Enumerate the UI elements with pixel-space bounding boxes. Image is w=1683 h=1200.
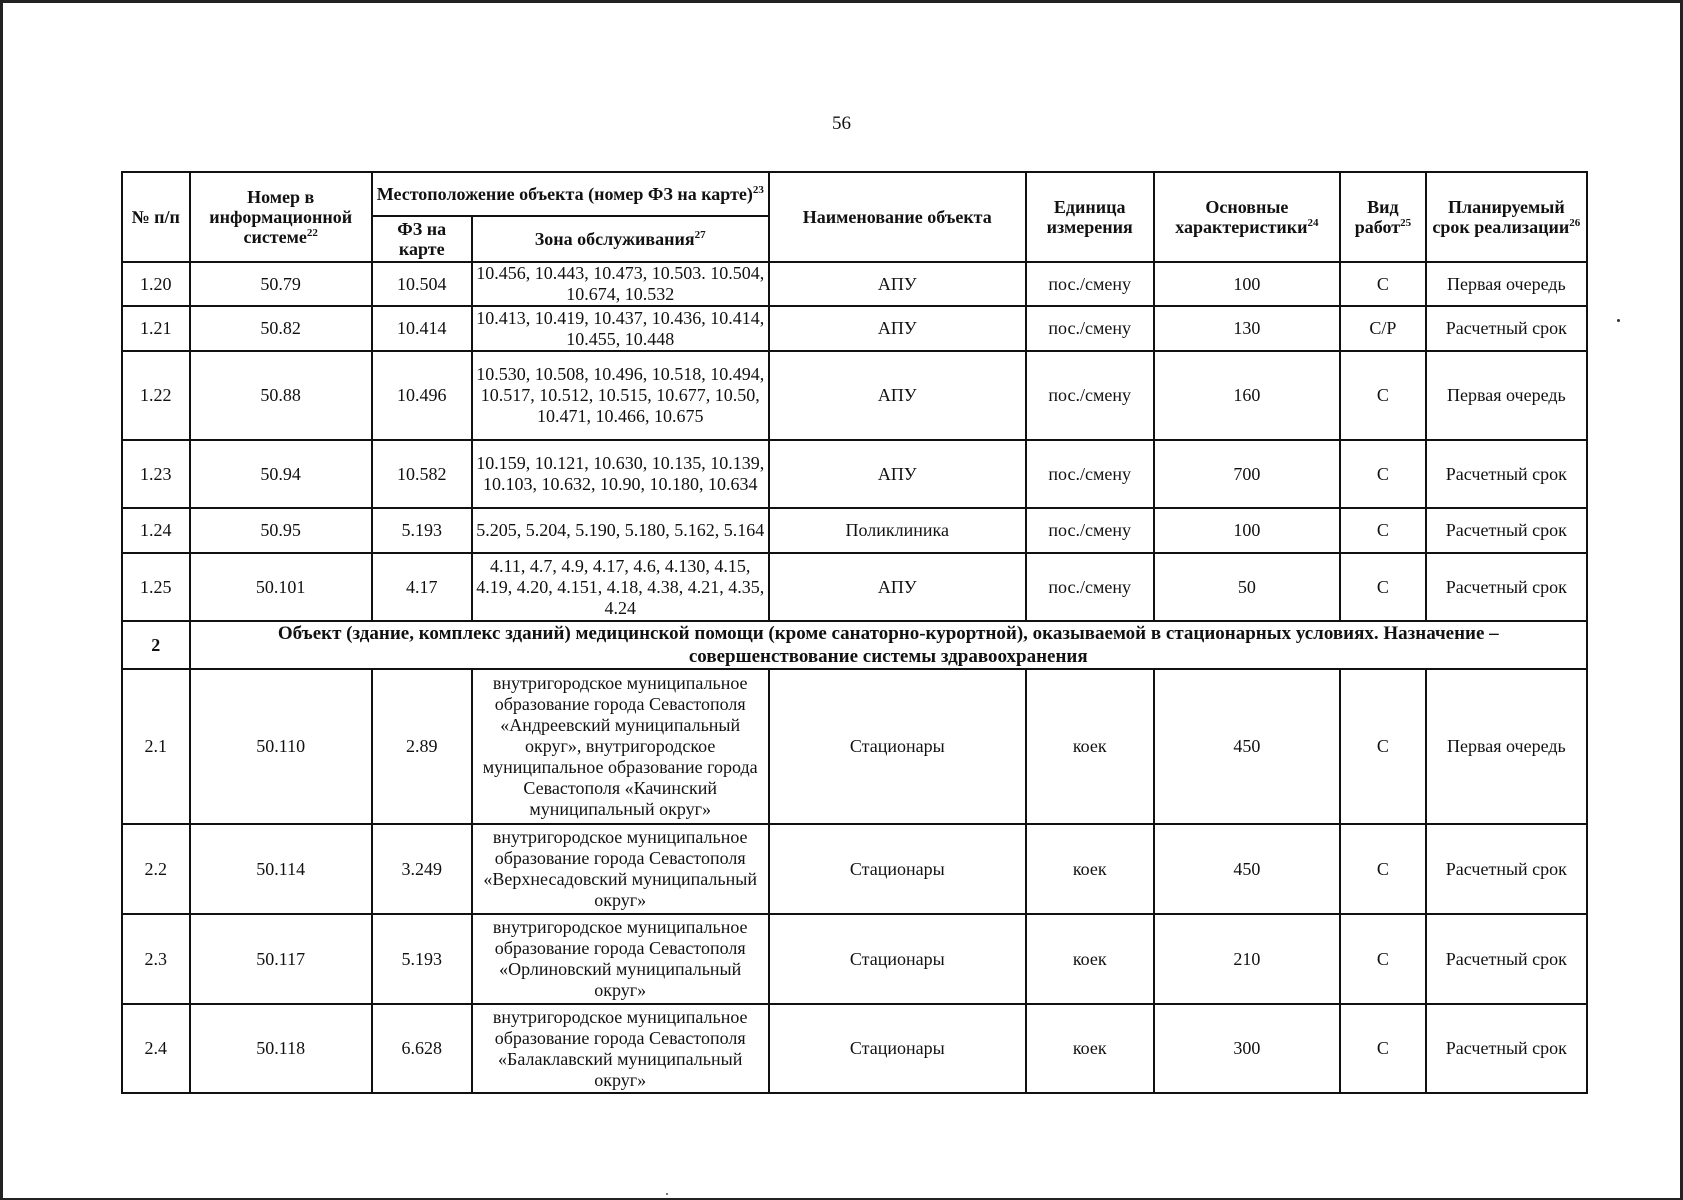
cell-fz: 5.193 <box>372 508 472 553</box>
cell-characteristic: 100 <box>1154 508 1340 553</box>
cell-num: 2.4 <box>122 1004 190 1093</box>
cell-info-number: 50.94 <box>190 440 372 508</box>
cell-term: Расчетный срок <box>1426 553 1587 621</box>
cell-characteristic: 50 <box>1154 553 1340 621</box>
header-term: Планируемый срок реализации$^{26}$ <box>1426 172 1587 262</box>
table-row <box>122 1004 1587 1093</box>
cell-characteristic: 300 <box>1154 1004 1340 1093</box>
cell-term: Расчетный срок <box>1426 306 1587 351</box>
cell-characteristic: 450 <box>1154 669 1340 824</box>
header-object-name: Наименование объекта <box>769 172 1026 262</box>
cell-unit: коек <box>1026 824 1154 914</box>
cell-object-name: АПУ <box>769 306 1026 351</box>
cell-unit: пос./смену <box>1026 351 1154 440</box>
cell-zone: 4.11, 4.7, 4.9, 4.17, 4.6, 4.130, 4.15, 4.19, 4.20, 4.151, 4.18, 4.38, 4.21, 4.35, 4.24 <box>472 553 769 621</box>
cell-info-number: 50.118 <box>190 1004 372 1093</box>
table-body-part2 <box>122 669 1587 1093</box>
cell-unit: пос./смену <box>1026 262 1154 306</box>
cell-zone: внутригородское муниципальное образование города Севастополя «Балаклавский муниципальный округ» <box>472 1004 769 1093</box>
table-body-part1 <box>122 262 1587 621</box>
cell-characteristic: 210 <box>1154 914 1340 1004</box>
cell-zone: внутригородское муниципальное образование города Севастополя «Верхнесадовский муниципальный округ» <box>472 824 769 914</box>
table-row <box>122 508 1587 553</box>
header-num: № п/п <box>122 172 190 262</box>
cell-object-name: Стационары <box>769 824 1026 914</box>
cell-work-type: С <box>1340 440 1426 508</box>
table-row <box>122 553 1587 621</box>
cell-fz: 10.414 <box>372 306 472 351</box>
header-unit: Единица измерения <box>1026 172 1154 262</box>
table-row <box>122 440 1587 508</box>
header-characteristics: Основные характеристики$^{24}$ <box>1154 172 1340 262</box>
header-location: Местоположение объекта (номер ФЗ на карте)$^{23}$ <box>372 172 769 216</box>
cell-object-name: Стационары <box>769 1004 1026 1093</box>
cell-term: Расчетный срок <box>1426 914 1587 1004</box>
cell-work-type: С/Р <box>1340 306 1426 351</box>
cell-fz: 5.193 <box>372 914 472 1004</box>
cell-num: 1.21 <box>122 306 190 351</box>
cell-num: 1.22 <box>122 351 190 440</box>
cell-zone: 10.413, 10.419, 10.437, 10.436, 10.414, 10.455, 10.448 <box>472 306 769 351</box>
scan-border-left <box>0 0 3 1200</box>
scan-speck <box>666 1193 668 1195</box>
cell-info-number: 50.101 <box>190 553 372 621</box>
scan-border-top <box>0 0 1683 3</box>
header-info-number: Номер в информационной системе$^{22}$ <box>190 172 372 262</box>
cell-fz: 10.496 <box>372 351 472 440</box>
cell-work-type: С <box>1340 508 1426 553</box>
cell-unit: пос./смену <box>1026 553 1154 621</box>
cell-fz: 10.582 <box>372 440 472 508</box>
cell-characteristic: 130 <box>1154 306 1340 351</box>
section-row <box>122 621 1587 669</box>
cell-unit: пос./смену <box>1026 440 1154 508</box>
header-fz: ФЗ на карте <box>372 216 472 262</box>
cell-term: Расчетный срок <box>1426 824 1587 914</box>
table-row <box>122 351 1587 440</box>
cell-term: Расчетный срок <box>1426 1004 1587 1093</box>
cell-work-type: С <box>1340 262 1426 306</box>
cell-info-number: 50.82 <box>190 306 372 351</box>
page-number: 56 <box>832 113 851 134</box>
cell-object-name: АПУ <box>769 351 1026 440</box>
cell-object-name: АПУ <box>769 553 1026 621</box>
cell-object-name: АПУ <box>769 262 1026 306</box>
cell-work-type: С <box>1340 669 1426 824</box>
cell-zone: внутригородское муниципальное образование города Севастополя «Орлиновский муниципальный округ» <box>472 914 769 1004</box>
cell-zone: 5.205, 5.204, 5.190, 5.180, 5.162, 5.164 <box>472 508 769 553</box>
table-row <box>122 669 1587 824</box>
cell-info-number: 50.95 <box>190 508 372 553</box>
cell-info-number: 50.110 <box>190 669 372 824</box>
cell-term: Расчетный срок <box>1426 440 1587 508</box>
cell-term: Первая очередь <box>1426 669 1587 824</box>
cell-info-number: 50.88 <box>190 351 372 440</box>
cell-zone: 10.159, 10.121, 10.630, 10.135, 10.139, 10.103, 10.632, 10.90, 10.180, 10.634 <box>472 440 769 508</box>
cell-unit: пос./смену <box>1026 508 1154 553</box>
cell-num: 2.3 <box>122 914 190 1004</box>
cell-fz: 3.249 <box>372 824 472 914</box>
cell-term: Первая очередь <box>1426 262 1587 306</box>
section-number: 2 <box>122 621 190 669</box>
cell-work-type: С <box>1340 351 1426 440</box>
cell-term: Первая очередь <box>1426 351 1587 440</box>
cell-fz: 4.17 <box>372 553 472 621</box>
cell-object-name: Стационары <box>769 669 1026 824</box>
cell-info-number: 50.79 <box>190 262 372 306</box>
cell-work-type: С <box>1340 914 1426 1004</box>
table-row <box>122 914 1587 1004</box>
cell-num: 1.23 <box>122 440 190 508</box>
cell-characteristic: 100 <box>1154 262 1340 306</box>
cell-unit: коек <box>1026 669 1154 824</box>
section-title: Объект (здание, комплекс зданий) медицинской помощи (кроме санаторно-курортной), оказываемой в стационарных условиях. Назначение – совершенствование системы здравоохранения <box>190 621 1588 669</box>
cell-unit: коек <box>1026 914 1154 1004</box>
cell-work-type: С <box>1340 824 1426 914</box>
cell-info-number: 50.114 <box>190 824 372 914</box>
cell-work-type: С <box>1340 553 1426 621</box>
cell-term: Расчетный срок <box>1426 508 1587 553</box>
cell-fz: 6.628 <box>372 1004 472 1093</box>
cell-object-name: АПУ <box>769 440 1026 508</box>
scan-speck <box>1617 319 1620 322</box>
cell-object-name: Стационары <box>769 914 1026 1004</box>
header-work-type: Вид работ$^{25}$ <box>1340 172 1426 262</box>
cell-info-number: 50.117 <box>190 914 372 1004</box>
table-row <box>122 262 1587 306</box>
cell-zone: 10.456, 10.443, 10.473, 10.503. 10.504, 10.674, 10.532 <box>472 262 769 306</box>
cell-zone: внутригородское муниципальное образование города Севастополя «Андреевский муниципальный округ», внутригородское муниципальное образование города Севастополя «Качинский муниципальный округ» <box>472 669 769 824</box>
cell-num: 2.1 <box>122 669 190 824</box>
cell-num: 1.24 <box>122 508 190 553</box>
cell-unit: пос./смену <box>1026 306 1154 351</box>
cell-zone: 10.530, 10.508, 10.496, 10.518, 10.494, 10.517, 10.512, 10.515, 10.677, 10.50, 10.471, 10.466, 10.675 <box>472 351 769 440</box>
cell-characteristic: 450 <box>1154 824 1340 914</box>
section-2 <box>122 621 1587 669</box>
table-header <box>122 172 1587 262</box>
cell-characteristic: 160 <box>1154 351 1340 440</box>
header-zone: Зона обслуживания$^{27}$ <box>472 216 769 262</box>
cell-num: 1.20 <box>122 262 190 306</box>
cell-num: 1.25 <box>122 553 190 621</box>
cell-fz: 10.504 <box>372 262 472 306</box>
cell-fz: 2.89 <box>372 669 472 824</box>
cell-characteristic: 700 <box>1154 440 1340 508</box>
cell-num: 2.2 <box>122 824 190 914</box>
objects-table <box>121 171 1588 1094</box>
cell-work-type: С <box>1340 1004 1426 1093</box>
table-row <box>122 824 1587 914</box>
table-row <box>122 306 1587 351</box>
cell-unit: коек <box>1026 1004 1154 1093</box>
cell-object-name: Поликлиника <box>769 508 1026 553</box>
